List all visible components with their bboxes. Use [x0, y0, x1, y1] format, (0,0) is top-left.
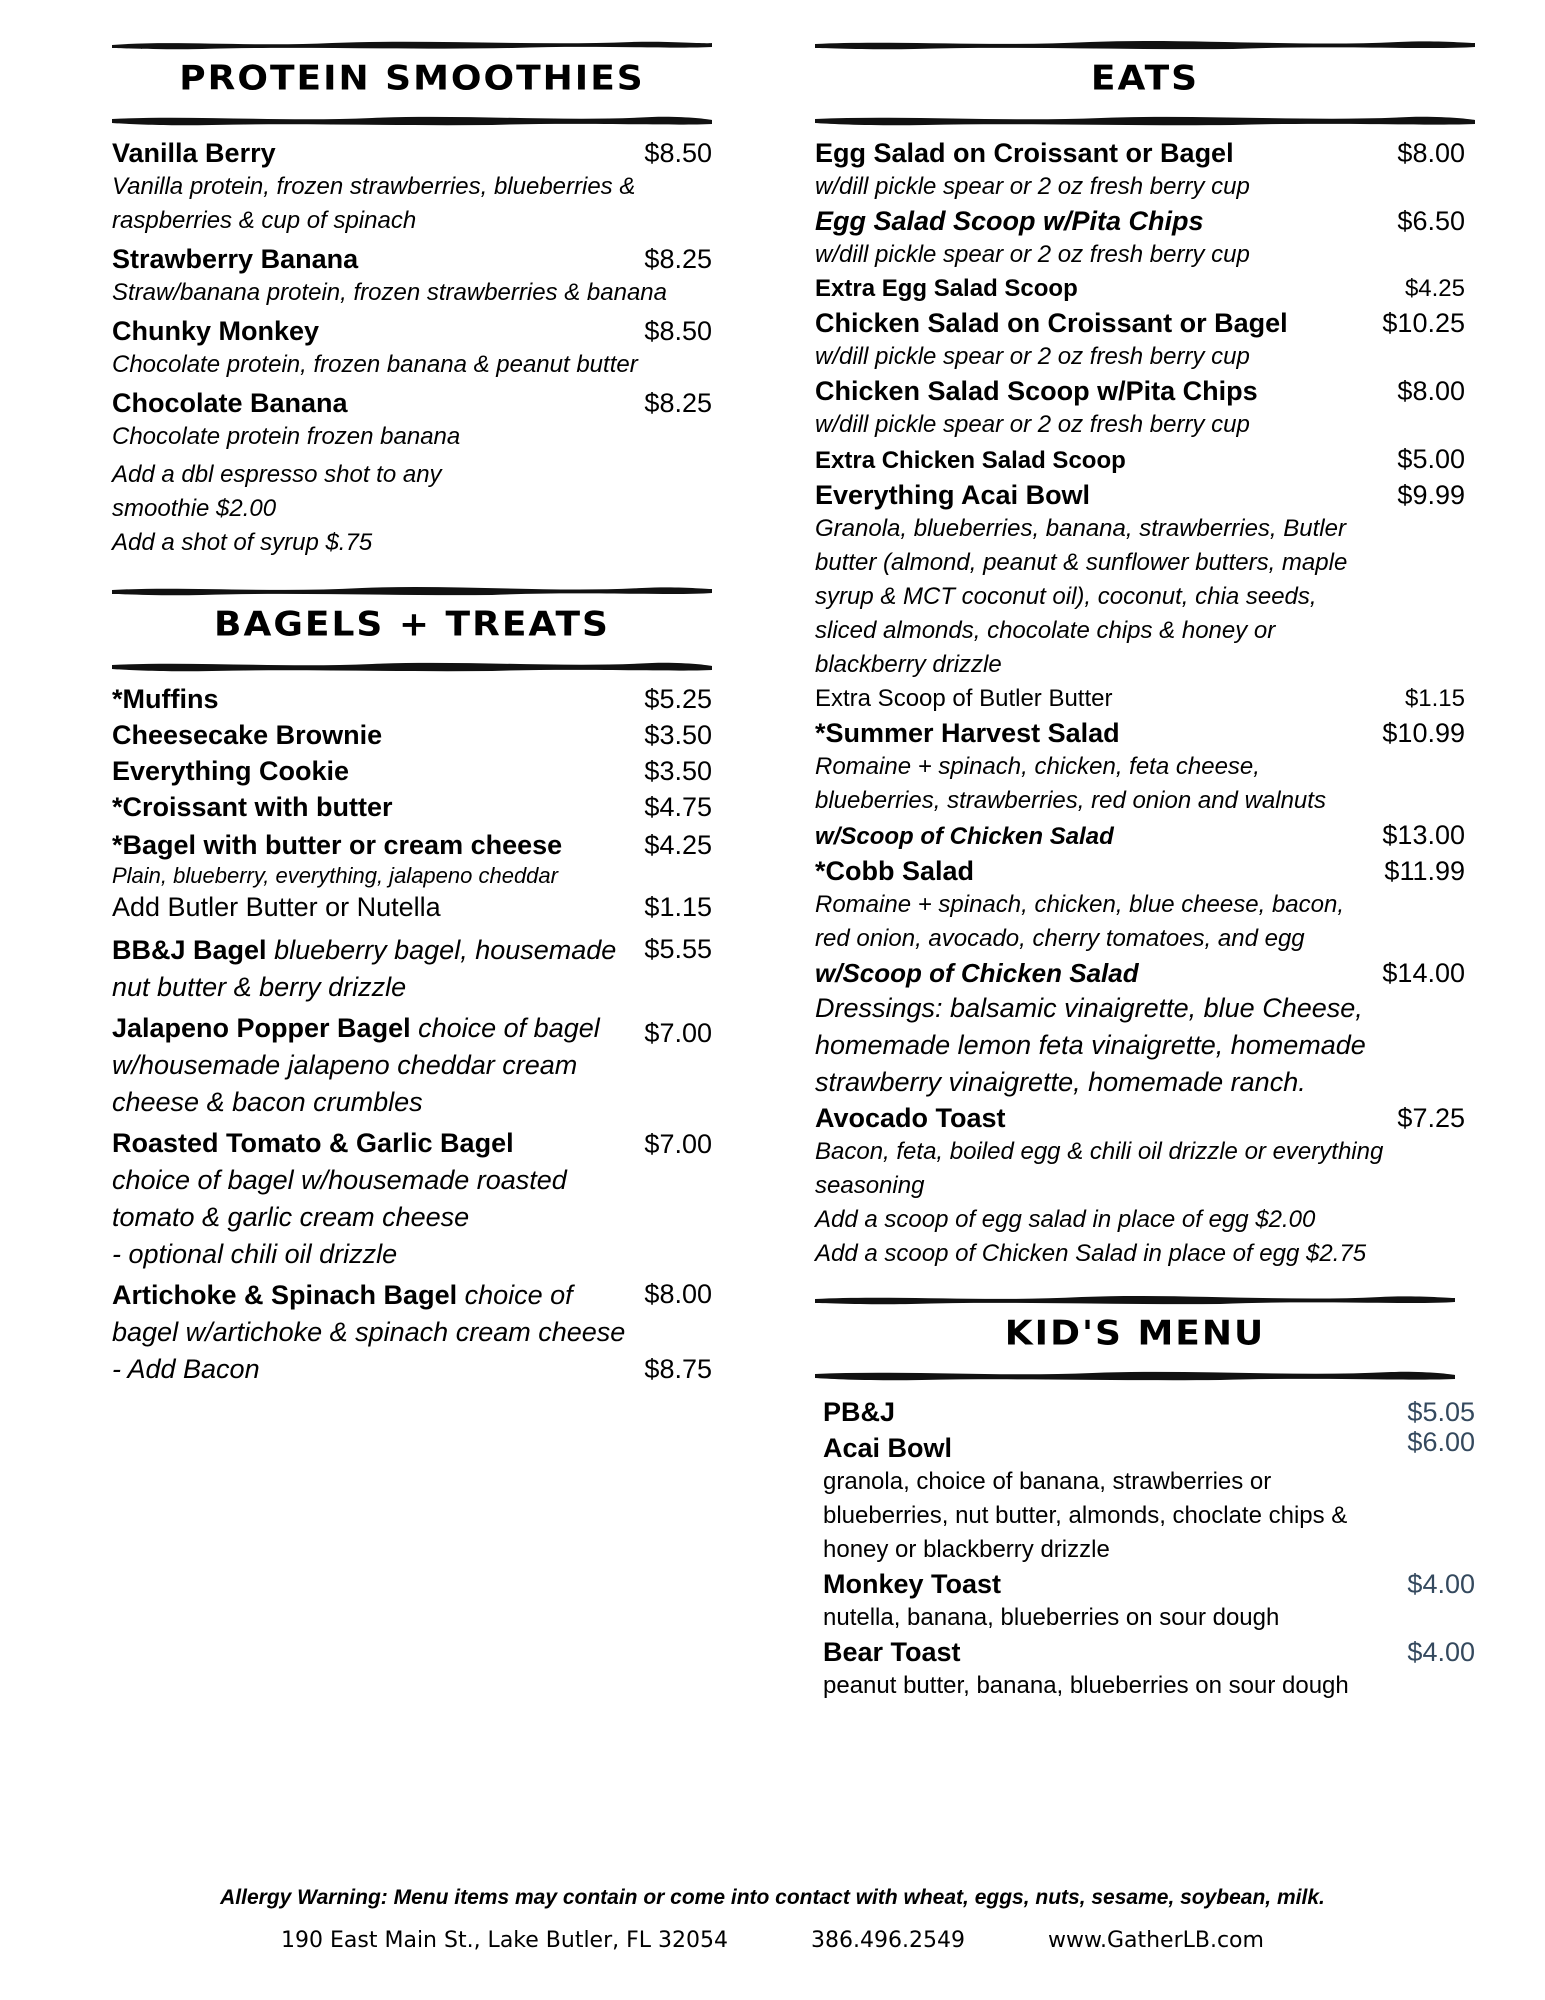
kids-item — [823, 1567, 1475, 1635]
item-description: Romaine + spinach, chicken, blue cheese, bacon, red onion, avocado, cherry tomatoes, and egg — [815, 891, 1344, 952]
item-description: Bacon, feta, boiled egg & chili oil drizzle or everything seasoning — [815, 1138, 1384, 1199]
menu-item — [112, 314, 712, 382]
item-note: Add a scoop of egg salad in place of egg $2.00 — [815, 1206, 1316, 1233]
section-title-bagels: BAGELS + TREATS — [214, 605, 610, 644]
eats-header — [815, 38, 1475, 128]
item-price: $4.75 — [644, 792, 712, 822]
item-price: $7.25 — [1397, 1103, 1465, 1133]
item-description: w/dill pickle spear or 2 oz fresh berry cup — [815, 241, 1250, 268]
menu-item — [112, 754, 712, 788]
section-title-eats: EATS — [1090, 59, 1200, 98]
brush-divider-icon — [815, 38, 1475, 50]
item-name: *Muffins — [112, 684, 219, 714]
item-description: granola, choice of banana, strawberries or blueberries, nut butter, almonds, choclate chips & honey or blackberry drizzle — [823, 1468, 1348, 1563]
menu-item — [112, 718, 712, 752]
item-name: *Summer Harvest Salad — [815, 718, 1120, 748]
item-name: *Croissant with butter — [112, 792, 393, 822]
allergy-warning: Allergy Warning: Menu items may contain or come into contact with wheat, eggs, nuts, sesame, soybean, milk. — [220, 1886, 1325, 1909]
item-description: w/dill pickle spear or 2 oz fresh berry cup — [815, 343, 1250, 370]
menu-item — [112, 890, 712, 924]
item-description: Straw/banana protein, frozen strawberries & banana — [112, 279, 667, 306]
item-name: Cheesecake Brownie — [112, 720, 383, 750]
menu-item — [112, 1125, 712, 1273]
item-description: nutella, banana, blueberries on sour dough — [823, 1604, 1280, 1631]
menu-item — [815, 1101, 1465, 1271]
item-name: Vanilla Berry — [112, 138, 276, 168]
item-option: - optional chili oil drizzle — [112, 1239, 398, 1269]
item-price: $8.25 — [644, 244, 712, 274]
item-name: Extra Egg Salad Scoop — [815, 275, 1078, 302]
website-link[interactable]: www.GatherLB.com — [1047, 1928, 1264, 1953]
kids-item — [823, 1425, 1475, 1567]
kids-item — [823, 1395, 1475, 1429]
item-name: *Bagel with butter or cream cheese — [112, 830, 563, 860]
menu-item — [815, 204, 1465, 272]
item-name: Everything Cookie — [112, 756, 350, 786]
item-description: Chocolate protein, frozen banana & peanut butter — [112, 351, 638, 378]
item-addon: w/Scoop of Chicken Salad — [815, 823, 1114, 850]
item-name: Artichoke & Spinach Bagel — [112, 1280, 458, 1310]
footer-contact — [0, 1928, 1545, 1953]
item-price: $4.25 — [644, 830, 712, 860]
smoothies-header — [112, 38, 712, 128]
left-column — [112, 38, 712, 1392]
menu-item — [815, 442, 1465, 478]
brush-divider-icon — [112, 38, 712, 50]
item-description: choice of bagel w/artichoke & spinach cream cheese — [112, 1280, 626, 1347]
item-name: Chunky Monkey — [112, 316, 320, 346]
item-price: $1.15 — [644, 892, 712, 922]
item-price: $8.00 — [644, 1279, 712, 1309]
item-price: $1.15 — [1404, 685, 1465, 712]
brush-divider-icon — [112, 584, 712, 596]
menu-item — [815, 716, 1465, 854]
menu-item — [112, 828, 712, 890]
menu-item — [112, 1010, 712, 1121]
item-description: choice of bagel w/housemade roasted tomato & garlic cream cheese — [112, 1165, 567, 1232]
menu-item — [112, 932, 712, 1006]
menu-item — [815, 374, 1465, 442]
item-description: Plain, blueberry, everything, jalapeno cheddar — [112, 863, 558, 888]
item-price: $3.50 — [644, 756, 712, 786]
item-price: $5.05 — [1407, 1397, 1475, 1427]
menu-item — [815, 272, 1465, 306]
kids-item — [823, 1635, 1475, 1703]
brush-divider-icon — [815, 1293, 1455, 1305]
menu-item — [112, 790, 712, 824]
item-name: Extra Scoop of Butler Butter — [815, 685, 1113, 712]
menu-item — [112, 136, 712, 238]
brush-divider-icon — [815, 1369, 1455, 1381]
item-note: Add a scoop of Chicken Salad in place of egg $2.75 — [815, 1240, 1367, 1267]
item-price: $4.00 — [1407, 1569, 1475, 1599]
menu-item — [112, 242, 712, 310]
menu-item — [815, 306, 1465, 374]
item-description: choice of bagel w/housemade jalapeno cheddar cream cheese & bacon crumbles — [112, 1013, 600, 1117]
item-description: Granola, blueberries, banana, strawberries, Butler butter (almond, peanut & sunflower butters, maple syrup & MCT coconut oil), coconut, chia seeds, sliced almonds, chocolate chips & honey or blackberry drizzle — [815, 515, 1348, 678]
item-description: Chocolate protein frozen banana — [112, 423, 461, 450]
item-addon-price: $13.00 — [1382, 820, 1465, 850]
right-column — [815, 38, 1475, 1703]
espresso-note: Add a dbl espresso shot to any smoothie $2.00 — [112, 461, 442, 522]
menu-item — [815, 478, 1465, 682]
item-price: $7.00 — [644, 1018, 712, 1048]
item-price: $8.00 — [1397, 138, 1465, 168]
item-name: Extra Chicken Salad Scoop — [815, 447, 1126, 474]
item-addon: w/Scoop of Chicken Salad — [815, 958, 1139, 988]
menu-item — [815, 854, 1465, 990]
item-addon-price: $14.00 — [1382, 958, 1465, 988]
brush-divider-icon — [112, 660, 712, 672]
item-name: Monkey Toast — [823, 1569, 1002, 1599]
menu-item — [815, 682, 1465, 716]
bagels-header — [112, 584, 712, 674]
syrup-note: Add a shot of syrup $.75 — [112, 529, 373, 556]
section-title-smoothies: PROTEIN SMOOTHIES — [179, 59, 645, 98]
menu-item — [112, 386, 712, 454]
item-price: $10.25 — [1382, 308, 1465, 338]
item-addon: - Add Bacon — [112, 1354, 260, 1384]
item-name: Jalapeno Popper Bagel — [112, 1013, 411, 1043]
item-name: Add Butler Butter or Nutella — [112, 892, 441, 922]
item-price: $3.50 — [644, 720, 712, 750]
item-name: Avocado Toast — [815, 1103, 1006, 1133]
kids-header — [815, 1293, 1455, 1383]
item-price: $8.50 — [644, 138, 712, 168]
menu-item — [815, 136, 1465, 204]
item-price: $10.99 — [1382, 718, 1465, 748]
phone-text[interactable]: 386.496.2549 — [811, 1928, 965, 1953]
item-name: PB&J — [823, 1397, 896, 1427]
item-description: w/dill pickle spear or 2 oz fresh berry cup — [815, 411, 1250, 438]
brush-divider-icon — [112, 114, 712, 126]
item-name: Egg Salad Scoop w/Pita Chips — [815, 206, 1204, 236]
item-price: $4.25 — [1404, 275, 1465, 302]
dressings-note: Dressings: balsamic vinaigrette, blue Cheese, homemade lemon feta vinaigrette, homemade strawberry vinaigrette, homemade ranch. — [815, 993, 1366, 1097]
item-name: *Cobb Salad — [815, 856, 975, 886]
item-price: $8.50 — [644, 316, 712, 346]
item-price: $5.00 — [1397, 444, 1465, 474]
item-name: Acai Bowl — [823, 1433, 953, 1463]
brush-divider-icon — [815, 114, 1475, 126]
item-name: Chicken Salad Scoop w/Pita Chips — [815, 376, 1258, 406]
item-name: Egg Salad on Croissant or Bagel — [815, 138, 1234, 168]
item-name: Bear Toast — [823, 1637, 961, 1667]
item-price: $11.99 — [1384, 856, 1465, 886]
item-description: Romaine + spinach, chicken, feta cheese, blueberries, strawberries, red onion and walnuts — [815, 753, 1326, 814]
address-text: 190 East Main St., Lake Butler, FL 32054 — [281, 1928, 729, 1953]
item-addon-price: $8.75 — [644, 1354, 712, 1384]
menu-item — [112, 1277, 712, 1388]
item-name: Chocolate Banana — [112, 388, 348, 418]
item-price: $5.25 — [644, 684, 712, 714]
item-description: w/dill pickle spear or 2 oz fresh berry cup — [815, 173, 1250, 200]
item-price: $7.00 — [644, 1129, 712, 1159]
item-price: $9.99 — [1397, 480, 1465, 510]
item-price: $4.00 — [1407, 1637, 1475, 1667]
item-description: blueberry bagel, housemade nut butter & berry drizzle — [112, 935, 617, 1002]
item-name: Roasted Tomato & Garlic Bagel — [112, 1128, 514, 1158]
item-name: Strawberry Banana — [112, 244, 359, 274]
item-description: peanut butter, banana, blueberries on sour dough — [823, 1672, 1349, 1699]
item-name: Chicken Salad on Croissant or Bagel — [815, 308, 1288, 338]
item-price: $8.00 — [1397, 376, 1465, 406]
item-price: $6.00 — [1407, 1427, 1475, 1457]
item-description: Vanilla protein, frozen strawberries, blueberries & raspberries & cup of spinach — [112, 173, 636, 234]
item-name: BB&J Bagel — [112, 935, 267, 965]
item-price: $6.50 — [1397, 206, 1465, 236]
item-name: Everything Acai Bowl — [815, 480, 1091, 510]
menu-item — [112, 682, 712, 716]
section-title-kids: KID'S MENU — [1004, 1314, 1266, 1353]
item-price: $8.25 — [644, 388, 712, 418]
item-price: $5.55 — [644, 934, 712, 964]
